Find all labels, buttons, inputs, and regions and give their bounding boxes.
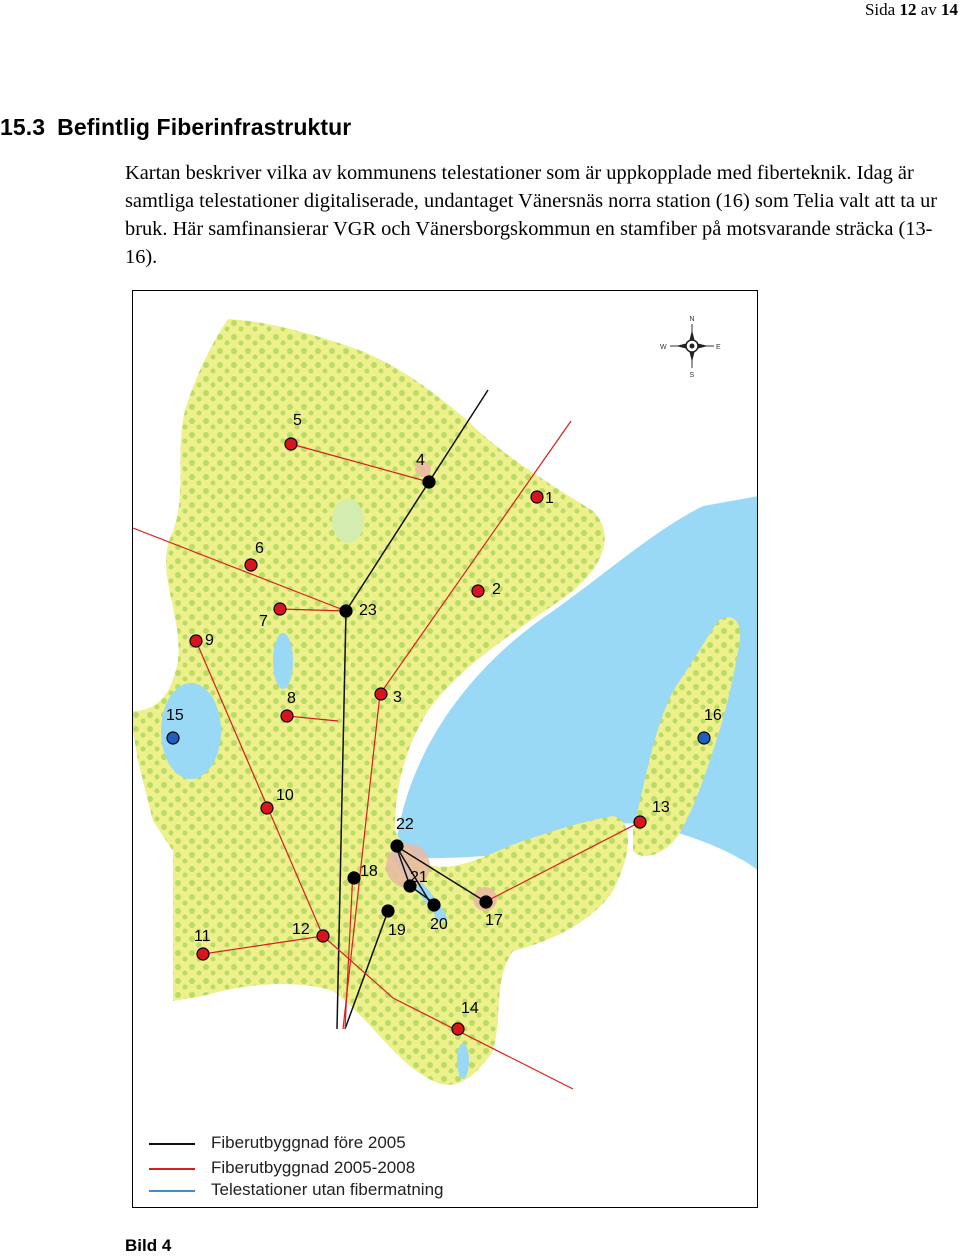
station-23-marker — [340, 605, 352, 617]
station-1-label: 1 — [545, 490, 554, 507]
station-3-marker — [375, 688, 387, 700]
station-12-label: 12 — [292, 921, 310, 938]
station-5-label: 5 — [293, 412, 302, 429]
station-8-marker — [281, 710, 293, 722]
station-1-marker — [531, 491, 543, 503]
station-6-label: 6 — [255, 540, 264, 557]
station-10-marker — [261, 802, 273, 814]
fiber-map — [132, 290, 758, 1208]
station-22-marker — [391, 840, 403, 852]
station-9-label: 9 — [205, 632, 214, 649]
station-21-label: 21 — [410, 869, 428, 886]
lake-west-small — [273, 633, 293, 689]
station-4-label: 4 — [416, 452, 425, 469]
station-16-label: 16 — [704, 707, 722, 724]
station-14-label: 14 — [461, 1000, 479, 1017]
station-14-marker — [452, 1023, 464, 1035]
section-title: Befintlig Fiberinfrastruktur — [57, 114, 352, 140]
section-heading — [0, 114, 351, 141]
page-prefix: Sida — [864, 0, 896, 19]
station-16-marker — [698, 732, 710, 744]
station-17-label: 17 — [485, 912, 503, 929]
page-number — [865, 0, 958, 20]
station-18-marker — [348, 872, 360, 884]
station-7-label: 7 — [259, 613, 268, 630]
station-20-marker — [428, 899, 440, 911]
lake-15 — [161, 683, 221, 779]
map-legend — [149, 1133, 443, 1199]
compass-s: S — [689, 372, 695, 379]
legend-label-no-fiber: Telestationer utan fibermatning — [211, 1180, 444, 1199]
station-3-label: 3 — [393, 689, 402, 706]
section-number: 15.3 — [0, 114, 46, 140]
compass-w: W — [660, 344, 667, 351]
station-9-marker — [190, 635, 202, 647]
station-18-label: 18 — [360, 863, 378, 880]
station-6-marker — [245, 559, 257, 571]
station-12-marker — [317, 930, 329, 942]
lake-north — [332, 499, 364, 543]
station-11-marker — [197, 948, 209, 960]
page-of: av — [920, 0, 937, 19]
compass-e: E — [716, 344, 721, 351]
figure-caption: Bild 4 — [125, 1236, 172, 1255]
compass-n: N — [689, 316, 695, 323]
station-19-marker — [382, 905, 394, 917]
station-13-marker — [634, 816, 646, 828]
station-8-label: 8 — [287, 690, 296, 707]
lake-south — [457, 1043, 469, 1079]
station-20-label: 20 — [430, 916, 448, 933]
page-current: 12 — [899, 0, 917, 19]
body-paragraph: Kartan beskriver vilka av kommunens telestationer som är uppkopplade med fiberteknik. Idag är samtliga telestationer digitaliserade, undantaget Vänersnäs norra station (16) som Telia valt att ta ur bruk. Här samfinansierar VGR och Vänersborgskommun en stamfiber på motsvarande sträcka (13-16). — [125, 162, 938, 268]
legend-label-2005-2008: Fiberutbyggnad 2005-2008 — [211, 1158, 416, 1177]
station-15-label: 15 — [166, 707, 184, 724]
station-19-label: 19 — [388, 922, 406, 939]
station-4-marker — [423, 476, 435, 488]
station-17-marker — [480, 896, 492, 908]
page-total: 14 — [941, 0, 958, 19]
station-10-label: 10 — [276, 787, 294, 804]
station-11-label: 11 — [194, 928, 211, 945]
station-13-label: 13 — [652, 799, 670, 816]
station-23-label: 23 — [359, 602, 377, 619]
station-22-label: 22 — [396, 816, 414, 833]
station-5-marker — [285, 438, 297, 450]
station-2-label: 2 — [492, 581, 501, 598]
legend-label-before-2005: Fiberutbyggnad före 2005 — [211, 1133, 406, 1152]
station-7-marker — [274, 603, 286, 615]
compass-rose — [660, 316, 721, 379]
station-2-marker — [472, 585, 484, 597]
station-15-marker — [167, 732, 179, 744]
map-canvas — [133, 291, 758, 1208]
